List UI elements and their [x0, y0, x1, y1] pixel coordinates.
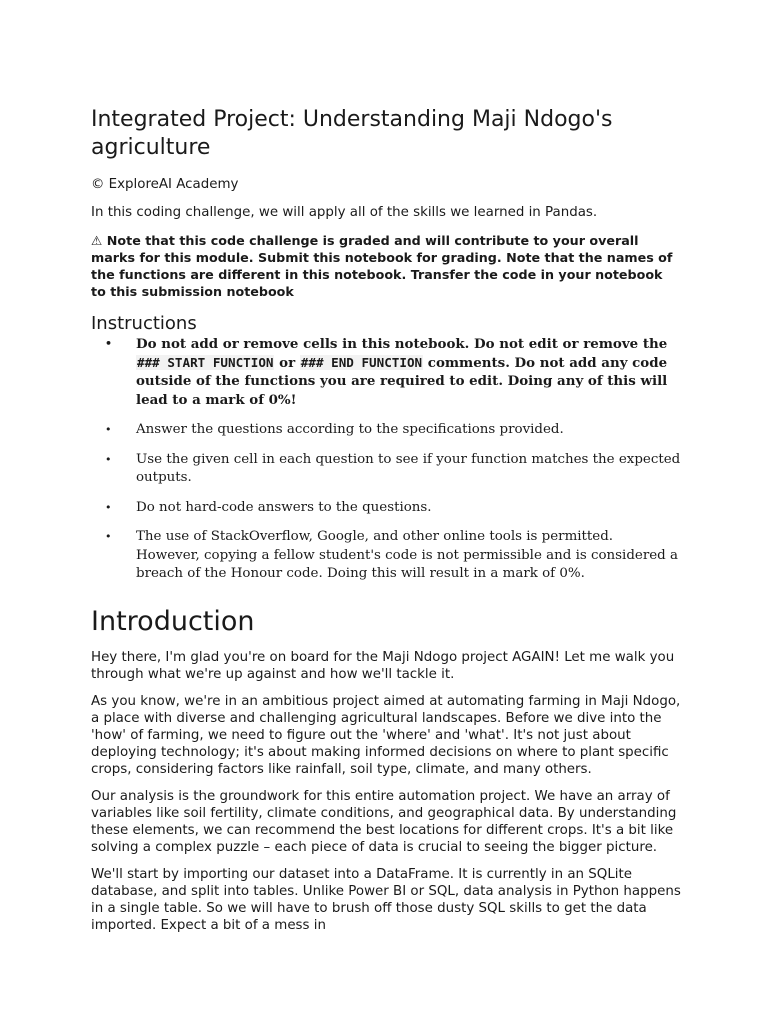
grading-warning: ⚠ Note that this code challenge is graded and will contribute to your overall marks for this module. Submit this notebook for grading. Note that the names of the functions are different in this notebook. Transfer the code in your notebook to this submission notebook	[91, 233, 673, 299]
instruction-text: Do not hard-code answers to the questions.	[136, 499, 432, 515]
instructions-list	[91, 335, 681, 584]
bullet-icon: •	[105, 530, 112, 543]
instruction-text-part: or	[274, 354, 300, 371]
code-snippet: ### START FUNCTION	[137, 354, 274, 370]
instruction-item	[91, 335, 681, 409]
instruction-item	[91, 528, 681, 584]
bullet-icon: •	[105, 500, 112, 514]
intro-paragraph: As you know, we're in an ambitious project aimed at automating farming in Maji Ndogo, a place with diverse and challenging agricultural landscapes. Before we dive into the 'how' of farming, we need to figure out the 'where' and 'what'. It's not just about deploying technology; it's about making informed decisions on where to plant specific crops, considering factors like rainfall, soil type, climate, and many others.	[91, 693, 681, 777]
instructions-heading: Instructions	[91, 313, 197, 334]
copyright-text: © ExploreAI Academy	[91, 177, 239, 192]
intro-paragraph: Hey there, I'm glad you're on board for the Maji Ndogo project AGAIN! Let me walk you through what we're up against and how we'll tackle it.	[91, 649, 675, 682]
instruction-text: The use of StackOverflow, Google, and other online tools is permitted. However, copying a fellow student's code is not permissible and is considered a breach of the Honour code. Doing this will result in a mark of 0%.	[136, 529, 678, 581]
bullet-icon: •	[105, 337, 113, 350]
bullet-icon: •	[105, 423, 112, 436]
instruction-text-part: Do not add or remove cells in this notebook. Do not edit or remove the	[136, 336, 668, 352]
instruction-text: Use the given cell in each question to see if your function matches the expected outputs.	[136, 451, 681, 485]
code-snippet: ### END FUNCTION	[300, 354, 423, 370]
instruction-item	[91, 421, 681, 440]
bullet-icon: •	[105, 452, 112, 466]
intro-text: In this coding challenge, we will apply all of the skills we learned in Pandas.	[91, 205, 598, 220]
introduction-heading: Introduction	[91, 605, 255, 637]
document-page	[91, 106, 681, 944]
page-title: Integrated Project: Understanding Maji Ndogo's agriculture	[91, 107, 613, 160]
intro-paragraph: Our analysis is the groundwork for this entire automation project. We have an array of variables like soil fertility, climate conditions, and geographical data. By understanding these elements, we can recommend the best locations for different crops. It's a bit like solving a complex puzzle – each piece of data is crucial to seeing the bigger picture.	[91, 788, 677, 855]
instruction-item	[91, 451, 681, 488]
instruction-text-part: comments. Do not add any code outside of the functions you are required to edit. Doing any of this will lead to a mark of 0%!	[136, 354, 668, 408]
instruction-text: Answer the questions according to the specifications provided.	[136, 422, 564, 437]
intro-paragraph: We'll start by importing our dataset into a DataFrame. It is currently in an SQLite database, and split into tables. Unlike Power BI or SQL, data analysis in Python happens in a single table. So we will have to brush off those dusty SQL skills to get the data imported. Expect a bit of a mess in	[91, 866, 681, 933]
instruction-item	[91, 499, 681, 518]
